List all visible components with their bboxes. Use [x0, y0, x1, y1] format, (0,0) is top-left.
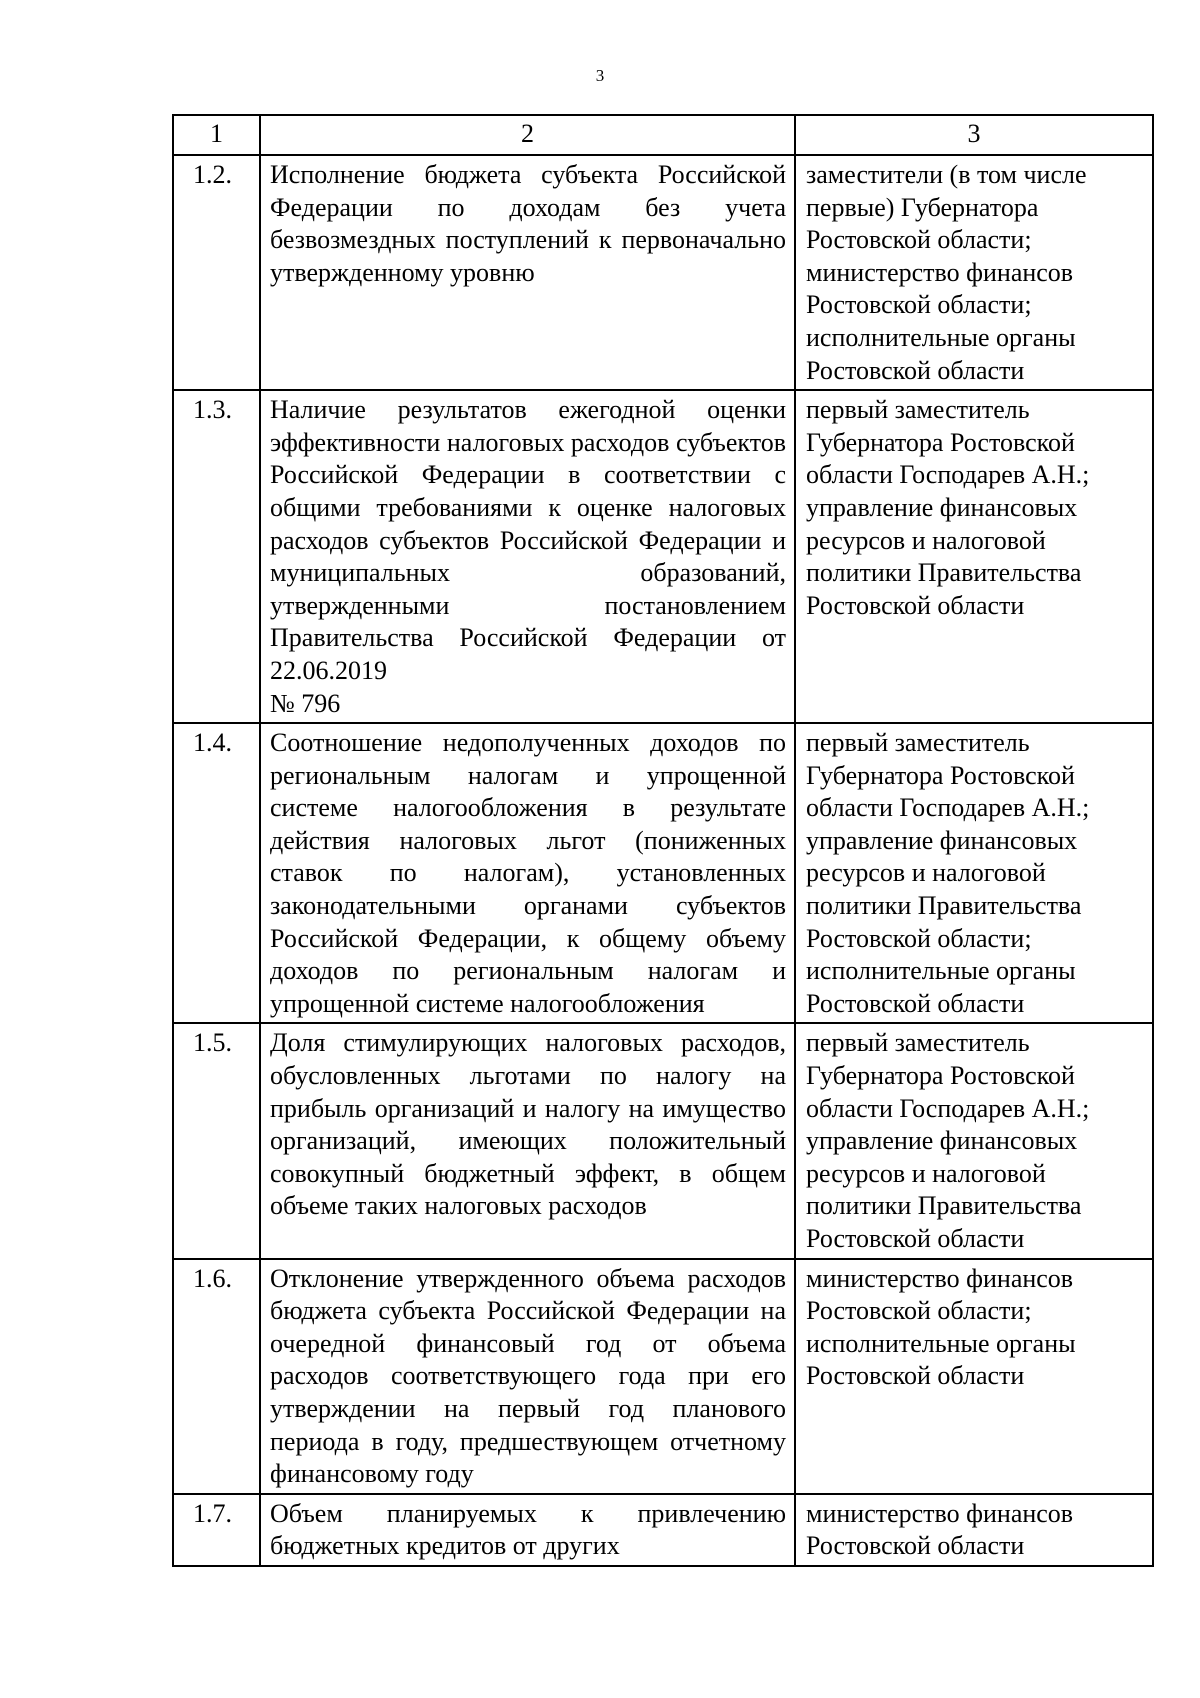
responsible-line: первый заместитель: [806, 728, 1030, 758]
responsible-line: Губернатора Ростовской: [806, 427, 1075, 457]
responsible-line: исполнительные органы: [806, 322, 1076, 352]
column-header: 1: [173, 115, 260, 155]
resolution-number: № 796: [270, 688, 341, 718]
table-row: [173, 723, 1153, 1023]
indicator-description: Объем планируемых к привлечению бюджетных кредитов от других: [260, 1494, 795, 1566]
responsible-parties: [795, 390, 1153, 723]
responsible-line: первые) Губернатора: [806, 192, 1039, 222]
responsible-line: управление финансовых: [806, 492, 1078, 522]
row-number: 1.2.: [173, 155, 260, 390]
responsible-line: политики Правительства: [806, 1191, 1082, 1221]
row-number: 1.6.: [173, 1259, 260, 1494]
responsible-line: Губернатора Ростовской: [806, 1061, 1075, 1091]
responsible-line: Ростовской области: [806, 355, 1025, 385]
responsible-line: министерство финансов: [806, 257, 1074, 287]
responsible-line: заместители (в том числе: [806, 160, 1087, 189]
row-number: 1.3.: [173, 390, 260, 723]
responsible-line: Ростовской области;: [806, 1296, 1032, 1326]
indicator-description: Отклонение утвержденного объема расходов бюджета субъекта Российской Федерации на очередной финансовый год от объема расходов соответствующего года при его утверждении на первый год планового периода в году, предшествующем отчетному финансовому году: [260, 1259, 795, 1494]
responsible-parties: [795, 1023, 1153, 1258]
column-header: 2: [260, 115, 795, 155]
responsible-line: первый заместитель: [806, 395, 1030, 425]
responsible-parties: [795, 1259, 1153, 1494]
table-row: [173, 390, 1153, 723]
responsible-line: министерство финансов: [806, 1263, 1074, 1293]
responsible-line: ресурсов и налоговой: [806, 525, 1046, 555]
responsible-line: министерство финансов: [806, 1498, 1074, 1528]
responsible-line: управление финансовых: [806, 825, 1078, 855]
responsible-line: Ростовской области: [806, 1531, 1025, 1561]
table-row: [173, 1494, 1153, 1566]
responsible-line: первый заместитель: [806, 1028, 1030, 1058]
indicator-description: Исполнение бюджета субъекта Российской Федерации по доходам без учета безвозмездных поступлений к первоначально утвержденному уровню: [260, 155, 795, 390]
responsible-line: Губернатора Ростовской: [806, 760, 1075, 790]
responsible-line: Ростовской области;: [806, 290, 1032, 320]
responsible-line: Ростовской области;: [806, 225, 1032, 255]
row-number: 1.7.: [173, 1494, 260, 1566]
responsible-line: ресурсов и налоговой: [806, 1158, 1046, 1188]
responsible-parties: [795, 723, 1153, 1023]
responsible-line: политики Правительства: [806, 891, 1082, 921]
column-header: 3: [795, 115, 1153, 155]
row-number: 1.5.: [173, 1023, 260, 1258]
responsible-line: исполнительные органы: [806, 956, 1076, 986]
responsible-line: Ростовской области: [806, 1361, 1025, 1391]
responsible-parties: [795, 1494, 1153, 1566]
table-header-row: [173, 115, 1153, 155]
responsible-line: Ростовской области: [806, 1224, 1025, 1253]
table-row: [173, 155, 1153, 390]
indicator-description: [260, 390, 795, 723]
indicator-description-text: Наличие результатов ежегодной оценки эффективности налоговых расходов субъектов Российской Федерации в соответствии с общими требованиями к оценке налоговых расходов субъектов Российской Федерации и муниципальных образований, утвержденными постановлением Правительства Российской Федерации от 22.06.2019: [270, 395, 786, 685]
responsible-line: Ростовской области;: [806, 923, 1032, 953]
responsible-line: политики Правительства: [806, 558, 1082, 588]
row-number: 1.4.: [173, 723, 260, 1023]
table-row: [173, 1259, 1153, 1494]
indicator-description: Доля стимулирующих налоговых расходов, обусловленных льготами по налогу на прибыль организаций и налогу на имущество организаций, имеющих положительный совокупный бюджетный эффект, в общем объеме таких налоговых расходов: [260, 1023, 795, 1258]
table-row: [173, 1023, 1153, 1258]
responsible-line: области Господарев А.Н.;: [806, 793, 1090, 823]
indicator-description: Соотношение недополученных доходов по региональным налогам и упрощенной системе налогообложения в результате действия налоговых льгот (пониженных ставок по налогам), установленных законодательными органами субъектов Российской Федерации, к общему объему доходов по региональным налогам и упрощенной системе налогообложения: [260, 723, 795, 1023]
responsible-line: ресурсов и налоговой: [806, 858, 1046, 888]
responsible-line: Ростовской области: [806, 988, 1025, 1018]
responsible-line: исполнительные органы: [806, 1328, 1076, 1358]
responsible-line: Ростовской области: [806, 590, 1025, 620]
responsible-parties: [795, 155, 1153, 390]
responsible-line: области Господарев А.Н.;: [806, 460, 1090, 490]
responsible-line: области Господарев А.Н.;: [806, 1093, 1090, 1123]
indicators-table: [172, 114, 1154, 1567]
page-number: 3: [595, 66, 605, 85]
responsible-line: управление финансовых: [806, 1126, 1078, 1156]
